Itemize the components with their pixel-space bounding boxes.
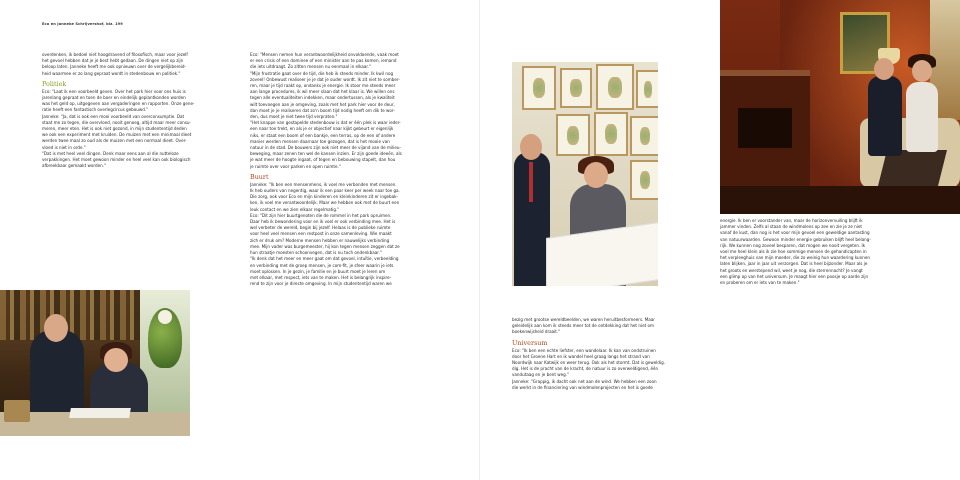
living-room-photo bbox=[720, 0, 960, 214]
text-line: beloop laten. Janneke heeft me ook opnieuwn over de vergelijkbereid- bbox=[42, 64, 186, 70]
text-line: en verbinding met de groep mensen, je com-fit, je sfeer waarin je iets bbox=[250, 262, 394, 268]
study-photo bbox=[0, 290, 190, 436]
text-line: bezig met grootse wereldbeelden, we waren heruitbesformeers. Maar bbox=[512, 317, 655, 322]
text-line: Ik heb ouders van negentig, waar ik een paar keer per week naar toe ga. bbox=[250, 188, 400, 194]
text-line: van natuurwaarden. Gewoon minder energie gebruiken blijft heel belang- bbox=[720, 236, 871, 242]
text-line: geleidelijk aan kom ik steeds meer tot de ontdekking dat het niet om bbox=[512, 323, 654, 329]
text-line: een glimp op van het universum. Je maagt hier een poosje op aarde zijn bbox=[720, 273, 869, 279]
text-line: Noordwijk naar Katwijk en weer terug. Ook als het stormt. Dat is geweldig. bbox=[512, 360, 666, 366]
text-line: den, dus moet je niet twee tijd verpraten." bbox=[250, 114, 338, 120]
text-line: rend te zijn voor je directe omgeving. In mijn studententijd waren we bbox=[250, 281, 392, 287]
text-line: meren, meer eten. Het is ook niet gezond, in mijn studententijd deden bbox=[42, 126, 187, 132]
text-line: het groots en werstepend wil, weet je nog, die sterrennacht? Je vangt bbox=[720, 267, 863, 273]
text-line: een naar toe trekt, en als je er objectief naar kijkt gebeurt er eigenlijk bbox=[250, 126, 394, 132]
text-line: hun straatje moesten schoonvegen, dat is nu toch ondenkbaar." bbox=[250, 250, 382, 256]
botanical-prints-photo bbox=[512, 62, 658, 286]
section-heading: Buurt bbox=[250, 172, 269, 181]
text-line: ken, ik voel me verantwoordelijk. Maar we hebben ook met de buurt een bbox=[250, 200, 400, 206]
text-line: beweging, maar zenen ten wel de kansen inzien. Er zijn goede ideeën, als bbox=[250, 151, 402, 157]
text-line: ren, maar je tijd raakt op, ondanks je energie. Ik stoor me steeds meer bbox=[250, 83, 396, 89]
text-line: staat me zo tegen, die overvloed, nooit genoeg, altijd maar meer consu- bbox=[42, 119, 191, 125]
text-line: manier werden mensen daarnaar toe gezogen, dat is het mooie van bbox=[250, 138, 390, 144]
text-line: was het geld op, uitgegeven aan vergaderingen en rapporten. Onze gene- bbox=[42, 101, 195, 107]
text-line: je ruimte over voor parken en open ruimte." bbox=[250, 163, 341, 169]
text-line: Janneke: "Ik ben een mensenmens, ik voel me verbonden met mensen. bbox=[250, 181, 397, 187]
text-line: heid waarmee er zo lang gepraat wordt in stedenbouw en politiek." bbox=[42, 70, 181, 76]
text-line: werden twee maal zo oud als de muizen met een normaal dieet. Over- bbox=[42, 138, 187, 144]
text-line: dig. Het is de pracht van de kracht, de natuur is zo overweldigend, één bbox=[512, 366, 659, 372]
text-line: jammer vinden. Zelfs al staan de windmolens op zee en zie je ze niet bbox=[720, 224, 862, 230]
text-line: moet oplossen. In je gezin, je familie en je buurt moet je leren om bbox=[250, 268, 386, 274]
left-column-2 bbox=[250, 52, 446, 287]
text-line: voor heel veel mensen een restpost in onze samenleving. Wie maakt bbox=[250, 231, 392, 237]
text-line: we ook een experiment met kruiden. De muizen met een minimaal dieet bbox=[42, 132, 192, 138]
text-line: "Ik denk dat het meer en meer gaat om dat gevoel, intuïtie, verbeelding bbox=[250, 256, 399, 262]
text-line: die iets uitdraagt. Zo zitten mensen nu eenmaal in elkaar." bbox=[250, 64, 371, 70]
text-line: Daar heb ik bewondering voor en ik voel er ook verbinding mee. Het is bbox=[250, 219, 396, 225]
text-line: zich er druk om? Moderne mensen hebben er nauwelijks verbinding bbox=[250, 237, 390, 243]
text-line: energie. Ik ben er voorstander van, maar de horizonvervuiling blijft ik bbox=[720, 218, 863, 223]
section-heading: Politiek bbox=[42, 79, 67, 88]
right-column-2 bbox=[720, 218, 916, 286]
text-line: vanaf de kust, dan nog is het voor mijn gevoel een geweldige aantasting bbox=[720, 230, 870, 236]
text-line: vloed is niet in orde." bbox=[42, 144, 86, 150]
running-head: Eco en Janneke Schrijvershof, blz. 199 bbox=[42, 22, 123, 26]
text-line: vandutaag en je bent weg." bbox=[512, 372, 569, 378]
text-line: leuk contact en we zien elkaar regelmatig." bbox=[250, 206, 340, 212]
text-line: mee. Mijn vader was burgemeester, hij kon tegen mensen zeggen dat ze bbox=[250, 243, 400, 249]
text-line: boekenwijsheid draait." bbox=[512, 329, 561, 335]
text-line: voel me heel klein als ik zie hoe sommige mensen de gehandicapten in bbox=[720, 249, 867, 255]
text-line: Eco: "Dit zijn hier buurtgenoten die de rommel in het park opruimen. bbox=[250, 212, 392, 218]
text-line: overdenken, ik bedoel niet hoogdravend of filosofisch, maar voor jezelf bbox=[42, 52, 188, 57]
text-line: natuur in de stad. De bouwers zijn ook niet meer de vijand van de milieu- bbox=[250, 145, 401, 151]
text-line: het verpleeghuis van mijn moeder, die zo weinig hun waardering kunnen bbox=[720, 255, 870, 261]
text-line: ratie heeft een fantastisch overlegcircus gebouwd." bbox=[42, 107, 148, 113]
text-line: en proberen om er iets van te maken." bbox=[720, 280, 800, 286]
text-line: Eco: "Ik ben een echte liefster, een wandelaar. Ik kan van ondstruinen bbox=[512, 347, 656, 353]
text-line: rijk. We kunnen nog zoveel besparen, dat mogen we nooit vergeten. Ik bbox=[720, 242, 866, 248]
text-line: verpakkingen. Het moet gewoon minder en heel veel kan ook biologisch bbox=[42, 157, 191, 163]
text-line: met elkaar, met respect, iets van te maken. Het is belangrijk inspire- bbox=[250, 274, 392, 280]
text-line: wilt toevoegen aan je omgeving, zoals met het park hier voor de deur, bbox=[250, 101, 395, 107]
text-line: dan moet je je realiseren dat zo'n boom tijd nodig heeft om dik te wor- bbox=[250, 107, 395, 113]
text-line: tegen alle eventualiteiten indekken, maar ondertussen, als je kwaliteit bbox=[250, 95, 395, 101]
text-line: die werkt in de financiering van windmolenprojecten en het is goede bbox=[512, 384, 653, 390]
section-heading: Universum bbox=[512, 338, 548, 347]
text-line: "Dat is met heel veel dingen. Denk maar eens aan al die nutteloze bbox=[42, 150, 179, 156]
text-line: door het Groene Hart en ik wandel heel graag langs het strand van bbox=[512, 353, 650, 359]
text-line: Eco: "Mensen nemen hun verantwoordelijkheid onvoldoende, vaak moet bbox=[250, 52, 399, 57]
left-column-1 bbox=[42, 52, 238, 169]
text-line: aan lange procedures, ik wil meer slaan dat het klaar is. We willen ons bbox=[250, 89, 395, 95]
text-line: Janneke: "Ja, dat is ook een mooi voorbeeld van overconsumptie. Dat bbox=[42, 113, 185, 119]
text-line: niks, er staat een boom of een bankje, een terras, op de een of andere bbox=[250, 132, 396, 138]
text-line: "Het knappe van gestapelde stedenbouw is dat er één plek is waar ieder- bbox=[250, 120, 401, 126]
text-line: laten blijken, jaar in jaar uit verzorgen. Dat is heel bijzonder. Maar als je bbox=[720, 261, 868, 267]
text-line: Janneke: "Grappig, ik dacht ook net aan de wind. We hebben een zoon bbox=[512, 378, 657, 384]
text-line: zoveel! Onbewust realiseer je je dat je ouder wordt. Ik zit niet te somber- bbox=[250, 76, 400, 82]
text-line: jarenlang gepraat en toen de boer en eindelijk geplantkonden worden bbox=[42, 95, 186, 101]
text-line: je wat meer de hoogte ingaat, of tegen en bebouwing stapelt, dan hou bbox=[250, 157, 396, 163]
right-column-1 bbox=[512, 317, 708, 391]
text-line: Die zorg, ook voor Eco en mijn kinderen en kleinkinderen zit er ingebak- bbox=[250, 194, 399, 200]
text-line: "Mijn frustratie gaat over de tijd, die heb ik steeds minder. Ik kwil nog bbox=[250, 70, 394, 76]
text-line: Eco: "Laat ik een voorbeeld geven. Over het park hier voor ons huis is bbox=[42, 88, 186, 94]
text-line: wel verbeter de wereld, begin bij jezelf. Helaas is de publieke ruimte bbox=[250, 225, 391, 231]
text-line: er een crisis of een dominee of een minister aan te pas komen, iemand bbox=[250, 58, 397, 64]
text-line: afbreekbaar gemaakt worden." bbox=[42, 163, 106, 169]
text-line: het gevoel hebben dat je je best hebt gedaan. De dingen niet op zijn bbox=[42, 58, 184, 64]
